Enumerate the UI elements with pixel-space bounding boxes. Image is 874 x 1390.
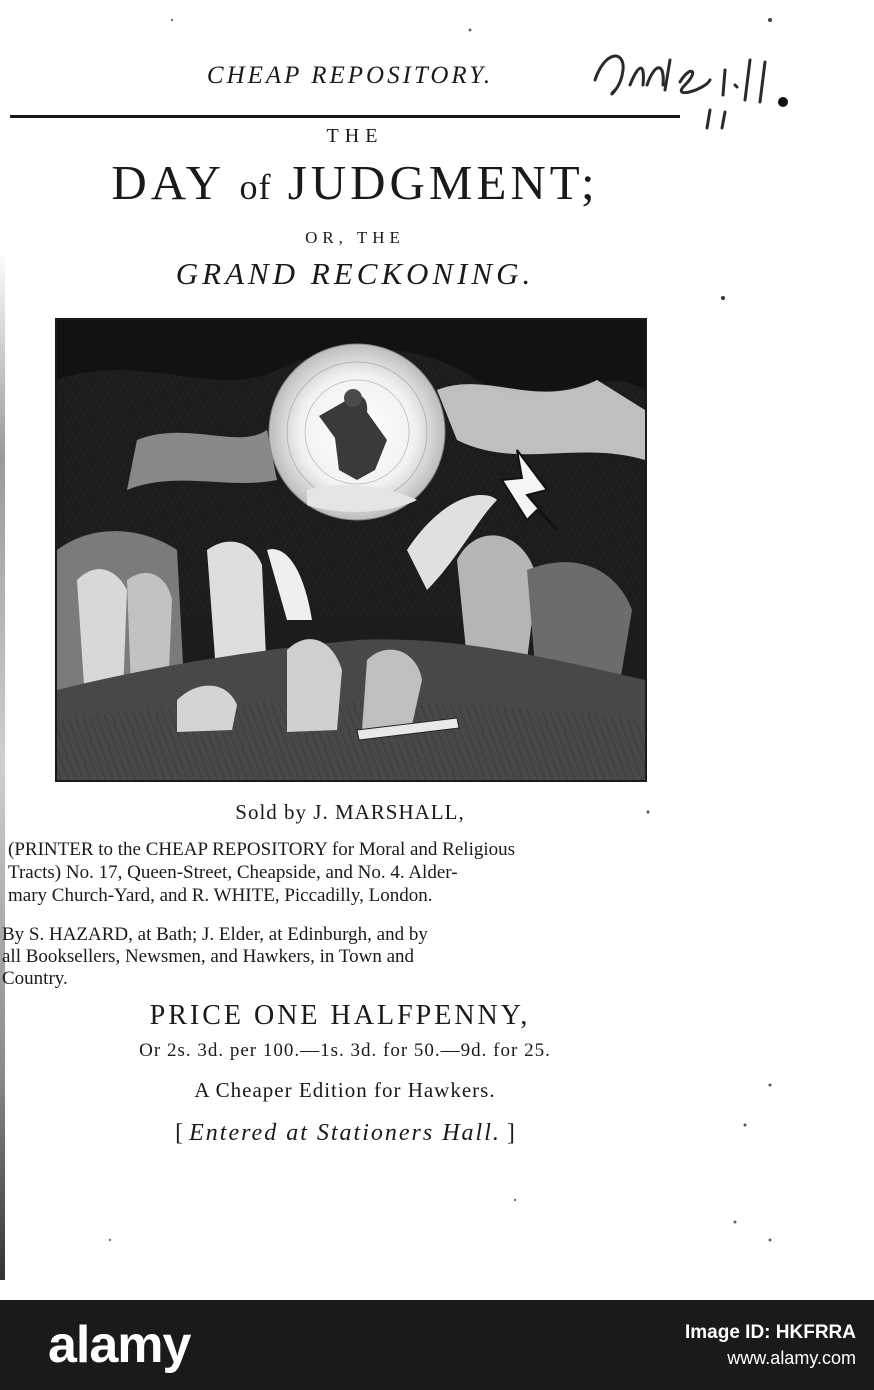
bracket-close: ] (506, 1120, 515, 1146)
entered-at-stationers-hall (0, 1120, 690, 1147)
last-judgment-engraving (57, 320, 645, 780)
cheaper-edition-line: A Cheaper Edition for Hawkers. (194, 1078, 496, 1102)
stock-footer-bar (0, 1300, 874, 1390)
agents-line: all Booksellers, Newsmen, and Hawkers, in Town and (2, 946, 415, 967)
agents-line: By S. HAZARD, at Bath; J. Elder, at Edinburgh, and by (2, 924, 428, 945)
imprint-paragraph (8, 838, 702, 907)
imprint-line: mary Church-Yard, and R. WHITE, Piccadilly, London. (8, 885, 433, 906)
title-rule (10, 115, 680, 118)
sold-by-line: Sold by J. MARSHALL, (235, 800, 465, 824)
bracket-open: [ (175, 1120, 184, 1146)
entered-text: Entered at Stationers Hall. (189, 1120, 501, 1146)
site-url: www.alamy.com (727, 1348, 856, 1368)
title-day: DAY (111, 155, 224, 210)
woodcut-illustration (55, 318, 647, 782)
title-of: of (239, 167, 272, 207)
title-judgment: JUDGMENT; (287, 155, 599, 210)
title-or-the: OR, THE (305, 228, 405, 247)
main-title (0, 155, 710, 215)
imprint-line: Tracts) No. 17, Queen-Street, Cheapside, and No. 4. Alder- (8, 862, 458, 883)
agents-paragraph (2, 924, 702, 990)
subtitle: GRAND RECKONING. (175, 256, 535, 291)
title-the: THE (326, 125, 384, 147)
agents-line: Country. (2, 968, 68, 989)
imprint-line: (PRINTER to the CHEAP REPOSITORY for Moral and Religious (8, 839, 516, 860)
image-id: Image ID: HKFRRA (684, 1322, 856, 1343)
footer-meta (685, 1322, 856, 1369)
alamy-logo: alamy (48, 1316, 191, 1374)
series-title: CHEAP REPOSITORY. (206, 62, 494, 89)
bulk-rates-line: Or 2s. 3d. per 100.—1s. 3d. for 50.—9d. for 25. (139, 1040, 551, 1061)
price-line: PRICE ONE HALFPENNY, (149, 1000, 531, 1031)
